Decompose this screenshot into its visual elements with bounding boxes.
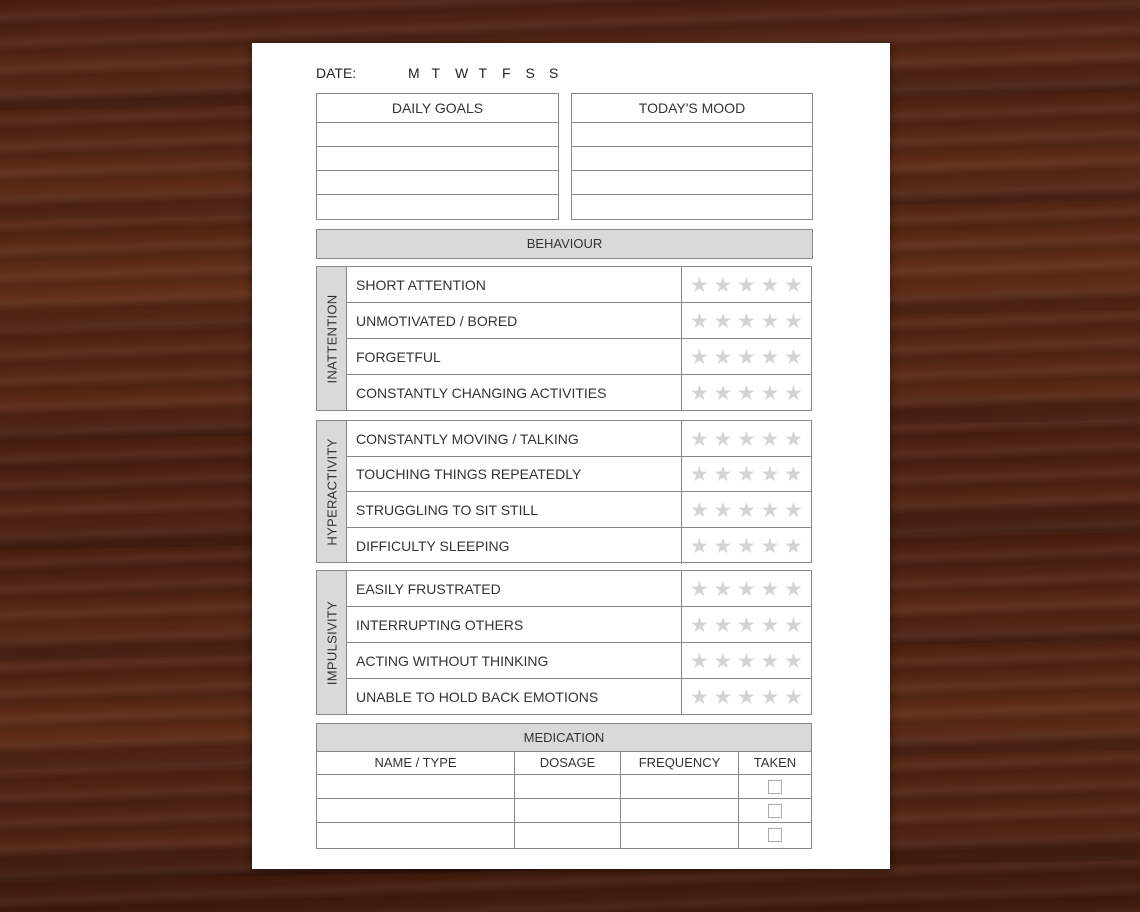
star-rating[interactable]: [681, 571, 811, 606]
star-icon[interactable]: ★: [760, 499, 780, 522]
day-monday[interactable]: M: [408, 65, 420, 81]
star-icon[interactable]: ★: [690, 535, 709, 558]
star-icon[interactable]: ★: [713, 382, 733, 405]
star-icon[interactable]: ★: [784, 614, 803, 637]
star-icon[interactable]: ★: [784, 499, 803, 522]
star-icon[interactable]: ★: [784, 578, 803, 601]
section-label-inattention: INATTENTION: [324, 294, 339, 383]
star-icon[interactable]: ★: [737, 310, 756, 333]
daily-goal-line[interactable]: [317, 195, 558, 219]
star-icon[interactable]: ★: [690, 310, 709, 333]
star-icon[interactable]: ★: [690, 614, 709, 637]
med-dosage-cell[interactable]: [515, 823, 621, 848]
behaviour-item-label: FORGETFUL: [356, 349, 441, 365]
section-label-cell: [317, 421, 347, 562]
med-name-cell[interactable]: [317, 775, 515, 798]
col-dosage: DOSAGE: [515, 751, 621, 774]
medication-table: [316, 723, 812, 849]
behaviour-row: [347, 303, 811, 339]
star-icon[interactable]: ★: [713, 650, 733, 673]
mood-line[interactable]: [572, 147, 812, 171]
star-icon[interactable]: ★: [760, 650, 780, 673]
star-icon[interactable]: ★: [784, 274, 803, 297]
star-rating[interactable]: [681, 267, 811, 302]
section-inattention: [316, 266, 812, 411]
behaviour-row: [347, 339, 811, 375]
star-icon[interactable]: ★: [690, 650, 709, 673]
star-icon[interactable]: ★: [713, 346, 733, 369]
day-thursday[interactable]: T: [478, 65, 488, 81]
star-rating[interactable]: [681, 421, 811, 456]
star-icon[interactable]: ★: [784, 310, 803, 333]
todays-mood-box: [571, 93, 813, 220]
star-icon[interactable]: ★: [713, 578, 733, 601]
taken-checkbox[interactable]: [768, 780, 782, 794]
daily-goal-line[interactable]: [317, 123, 558, 147]
star-icon[interactable]: ★: [784, 346, 803, 369]
mood-line[interactable]: [572, 123, 812, 147]
star-rating[interactable]: [681, 303, 811, 338]
behaviour-item-label: SHORT ATTENTION: [356, 277, 486, 293]
star-icon[interactable]: ★: [784, 650, 803, 673]
col-frequency: FREQUENCY: [621, 751, 739, 774]
behaviour-band: [316, 229, 813, 259]
section-impulsivity: [316, 570, 812, 715]
star-icon[interactable]: ★: [690, 686, 709, 709]
section-label-hyperactivity: HYPERACTIVITY: [324, 437, 339, 546]
behaviour-row: [347, 571, 811, 607]
med-frequency-cell[interactable]: [621, 775, 739, 798]
star-icon[interactable]: ★: [784, 463, 803, 486]
behaviour-item-label: INTERRUPTING OTHERS: [356, 617, 524, 633]
section-label-cell: [317, 571, 347, 714]
day-sunday[interactable]: S: [549, 65, 559, 81]
star-icon[interactable]: ★: [760, 274, 780, 297]
star-icon[interactable]: ★: [737, 614, 756, 637]
star-icon[interactable]: ★: [690, 382, 709, 405]
behaviour-item-label: EASILY FRUSTRATED: [356, 581, 501, 597]
star-icon[interactable]: ★: [760, 346, 780, 369]
day-wednesday[interactable]: W: [455, 65, 469, 81]
star-rating[interactable]: [681, 643, 811, 678]
med-taken-cell: [739, 823, 811, 848]
star-icon[interactable]: ★: [784, 428, 803, 451]
daily-goal-line[interactable]: [317, 147, 558, 171]
day-friday[interactable]: F: [502, 65, 511, 81]
star-rating[interactable]: [681, 456, 811, 491]
behaviour-item-label: STRUGGLING TO SIT STILL: [356, 502, 539, 518]
star-icon[interactable]: ★: [760, 686, 780, 709]
star-icon[interactable]: ★: [737, 686, 756, 709]
mood-line[interactable]: [572, 195, 812, 219]
col-name-type: NAME / TYPE: [317, 751, 515, 774]
star-icon[interactable]: ★: [690, 463, 709, 486]
section-label-impulsivity: IMPULSIVITY: [324, 600, 339, 685]
star-icon[interactable]: ★: [713, 535, 733, 558]
behaviour-item-label: DIFFICULTY SLEEPING: [356, 538, 510, 554]
behaviour-row: [347, 528, 811, 564]
star-icon[interactable]: ★: [784, 382, 803, 405]
behaviour-item-label: UNMOTIVATED / BORED: [356, 313, 518, 329]
daily-goals-title: DAILY GOALS: [317, 94, 558, 123]
star-icon[interactable]: ★: [784, 535, 803, 558]
date-label: DATE:: [316, 65, 357, 81]
star-icon[interactable]: ★: [690, 428, 709, 451]
star-icon[interactable]: ★: [713, 463, 733, 486]
star-icon[interactable]: ★: [760, 463, 780, 486]
star-icon[interactable]: ★: [713, 310, 733, 333]
medication-row: [317, 799, 811, 823]
star-rating[interactable]: [681, 528, 811, 564]
section-hyperactivity: [316, 420, 812, 563]
day-saturday[interactable]: S: [525, 65, 535, 81]
medication-title: MEDICATION: [317, 724, 811, 752]
medication-row: [317, 823, 811, 848]
behaviour-item-label: TOUCHING THINGS REPEATEDLY: [356, 466, 582, 482]
star-icon[interactable]: ★: [737, 463, 756, 486]
med-dosage-cell[interactable]: [515, 775, 621, 798]
star-icon[interactable]: ★: [784, 686, 803, 709]
behaviour-row: [347, 492, 811, 528]
behaviour-item-label: CONSTANTLY MOVING / TALKING: [356, 431, 579, 447]
med-name-cell[interactable]: [317, 823, 515, 848]
star-icon[interactable]: ★: [737, 428, 756, 451]
star-rating[interactable]: [681, 339, 811, 374]
behaviour-item-label: ACTING WITHOUT THINKING: [356, 653, 549, 669]
star-icon[interactable]: ★: [737, 499, 756, 522]
star-icon[interactable]: ★: [713, 686, 733, 709]
star-icon[interactable]: ★: [713, 428, 733, 451]
star-icon[interactable]: ★: [737, 578, 756, 601]
star-icon[interactable]: ★: [760, 578, 780, 601]
star-icon[interactable]: ★: [760, 614, 780, 637]
behaviour-row: [347, 375, 811, 411]
taken-checkbox[interactable]: [768, 804, 782, 818]
todays-mood-title: TODAY'S MOOD: [572, 94, 812, 123]
star-icon[interactable]: ★: [690, 578, 709, 601]
section-label-cell: [317, 267, 347, 410]
med-dosage-cell[interactable]: [515, 799, 621, 822]
star-icon[interactable]: ★: [760, 310, 780, 333]
daily-goals-box: [316, 93, 559, 220]
behaviour-title: BEHAVIOUR: [526, 236, 603, 251]
med-frequency-cell[interactable]: [621, 799, 739, 822]
star-icon[interactable]: ★: [737, 382, 756, 405]
col-taken: TAKEN: [753, 755, 797, 770]
mood-line[interactable]: [572, 171, 812, 195]
star-icon[interactable]: ★: [737, 650, 756, 673]
star-icon[interactable]: ★: [737, 535, 756, 558]
day-tuesday[interactable]: T: [431, 65, 441, 81]
medication-row: [317, 775, 811, 799]
star-icon[interactable]: ★: [737, 346, 756, 369]
star-icon[interactable]: ★: [713, 614, 733, 637]
med-taken-cell: [739, 799, 811, 822]
star-icon[interactable]: ★: [713, 499, 733, 522]
behaviour-item-label: CONSTANTLY CHANGING ACTIVITIES: [356, 385, 607, 401]
med-taken-cell: [739, 775, 811, 798]
behaviour-row: [347, 607, 811, 643]
star-icon[interactable]: ★: [760, 428, 780, 451]
star-icon[interactable]: ★: [690, 274, 709, 297]
taken-checkbox[interactable]: [768, 828, 782, 842]
behaviour-row: [347, 456, 811, 492]
star-rating[interactable]: [681, 375, 811, 411]
star-icon[interactable]: ★: [690, 346, 709, 369]
medication-header-row: [317, 751, 811, 775]
med-name-cell[interactable]: [317, 799, 515, 822]
behaviour-row: [347, 421, 811, 457]
weekday-selector: [408, 65, 573, 81]
behaviour-row: [347, 267, 811, 303]
behaviour-item-label: UNABLE TO HOLD BACK EMOTIONS: [356, 689, 599, 705]
star-icon[interactable]: ★: [713, 274, 733, 297]
star-rating[interactable]: [681, 607, 811, 642]
star-icon[interactable]: ★: [760, 382, 780, 405]
daily-goal-line[interactable]: [317, 171, 558, 195]
star-icon[interactable]: ★: [760, 535, 780, 558]
behaviour-row: [347, 679, 811, 715]
behaviour-row: [347, 643, 811, 679]
med-frequency-cell[interactable]: [621, 823, 739, 848]
star-icon[interactable]: ★: [737, 274, 756, 297]
star-rating[interactable]: [681, 679, 811, 715]
star-icon[interactable]: ★: [690, 499, 709, 522]
planner-page: [252, 43, 890, 869]
star-rating[interactable]: [681, 492, 811, 527]
